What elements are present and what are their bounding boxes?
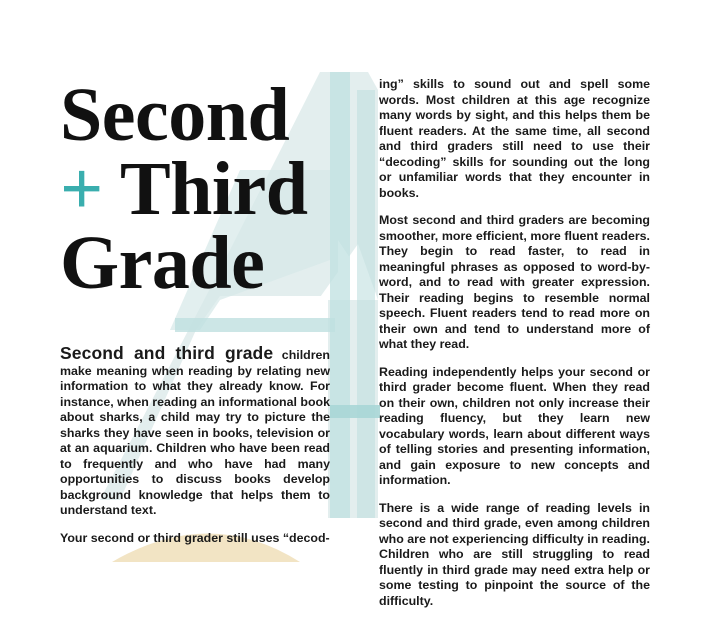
lead-in-text: Second and third grade	[60, 343, 274, 363]
title-line-second: Second	[60, 73, 290, 157]
reading-levels-paragraph: There is a wide range of reading levels in second and third grade, even among children who are not experiencing difficulty in reading. Children who are still struggling to read fluently in third grade may need extra help or some testing to pinpoint the source of the difficulty.	[379, 500, 650, 608]
title-line-third: Third	[119, 147, 308, 231]
page-title	[60, 73, 308, 305]
decoding-paragraph-start: Your second or third grader still uses “decod-	[60, 530, 330, 545]
title-line-grade: Grade	[60, 221, 265, 305]
plus-icon: +	[60, 147, 103, 231]
fluency-paragraph: Most second and third graders are becoming smoother, more efficient, more fluent readers. They begin to read faster, to read in meaningful phrases as opposed to word-by-word, and to read with greater expression. Their reading begins to resemble normal speech. Fluent readers tend to read more on their own and tend to understand more of what they read.	[379, 213, 650, 351]
independent-reading-paragraph: Reading independently helps your second or third grader become fluent. When they read on their own, children not only increase their reading fluency, but they learn new vocabulary words, learn about different ways of telling stories and presenting information, and gain exposure to new concepts and information.	[379, 364, 650, 487]
decoding-paragraph-end: ing” skills to sound out and spell some words. Most children at this age recognize many words by sight, and this helps them be fluent readers. At the same time, all second and third graders still need to use their “decoding” skills for sounding out the long or unfamiliar words that they encounter in books.	[379, 77, 650, 200]
right-text-column	[379, 77, 650, 621]
intro-paragraph-body: children make meaning when reading by relating new information to what they already know. For instance, when reading an informational book about sharks, a child may try to picture the sharks they have seen in books, television or at an aquarium. Children who have been read to frequently and who have had many opportunities to discuss books develop background knowledge that helps them to understand text.	[60, 348, 331, 517]
left-text-column	[60, 343, 331, 558]
intro-paragraph	[60, 343, 331, 519]
